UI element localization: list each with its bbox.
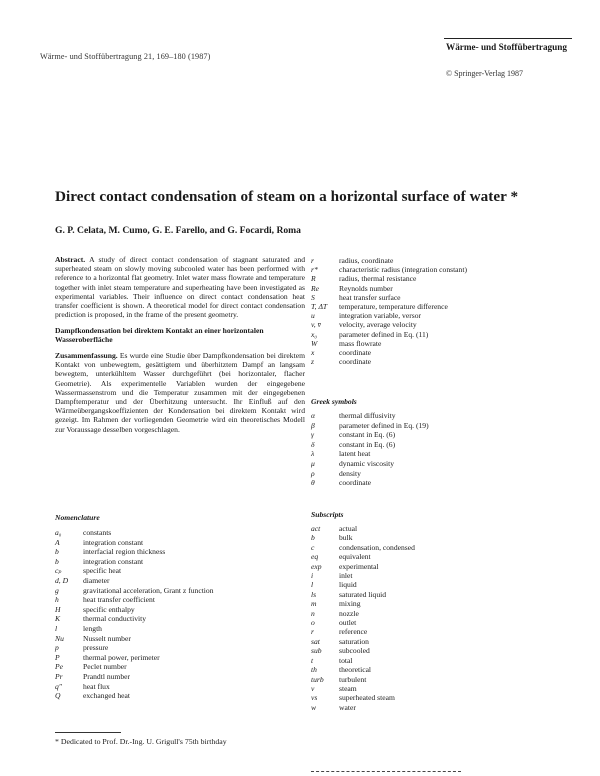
symbol: v, v̄ bbox=[311, 320, 321, 330]
symbol-description: constant in Eq. (6) bbox=[339, 439, 396, 449]
symbol-description: radius, coordinate bbox=[339, 256, 394, 265]
symbol: sub bbox=[311, 646, 322, 656]
symbol-description: experimental bbox=[339, 561, 379, 571]
article-title: Direct contact condensation of steam on a horizontal surface of water * bbox=[55, 188, 519, 205]
symbol-entry bbox=[311, 265, 581, 274]
symbol-entry bbox=[311, 646, 581, 655]
symbol-entry bbox=[311, 571, 581, 580]
symbol-entry bbox=[311, 256, 581, 265]
symbol-description: thermal diffusivity bbox=[339, 411, 396, 420]
symbol-entry bbox=[55, 586, 305, 596]
symbol: λ bbox=[311, 449, 315, 459]
symbol-description: theoretical bbox=[339, 665, 372, 675]
symbol-entry bbox=[311, 693, 581, 702]
symbol-entry bbox=[311, 656, 581, 665]
symbol: ls bbox=[311, 589, 317, 599]
symbol: h bbox=[55, 595, 59, 605]
symbol-description: interfacial region thickness bbox=[83, 547, 166, 557]
symbol: γ bbox=[311, 430, 314, 440]
symbol-entry bbox=[55, 653, 305, 663]
symbol: μ bbox=[311, 458, 315, 468]
symbol: cₚ bbox=[55, 566, 62, 576]
symbol-description: integration variable, versor bbox=[339, 311, 422, 321]
symbol-entry bbox=[311, 637, 581, 646]
symbol: θ bbox=[311, 478, 315, 488]
symbol: Q bbox=[55, 691, 61, 701]
symbol-entry bbox=[311, 524, 581, 533]
symbol: r* bbox=[311, 265, 318, 275]
symbol: m bbox=[311, 599, 317, 609]
symbol-description: velocity, average velocity bbox=[339, 320, 417, 330]
subscripts-list bbox=[311, 524, 581, 712]
symbol-entry bbox=[311, 449, 581, 459]
symbol-entry bbox=[311, 562, 581, 571]
symbol-description: radius, thermal resistance bbox=[339, 274, 417, 284]
symbol: Nu bbox=[55, 633, 64, 643]
symbol: sat bbox=[311, 636, 320, 646]
symbol-description: superheated steam bbox=[339, 693, 395, 703]
symbol-description: temperature, temperature difference bbox=[339, 302, 448, 312]
symbol-entry bbox=[311, 599, 581, 608]
symbol-entry bbox=[311, 543, 581, 552]
symbol-entry bbox=[311, 411, 581, 421]
symbol-entry bbox=[55, 547, 305, 557]
symbol-entry bbox=[311, 284, 581, 293]
symbol-description: turbulent bbox=[339, 674, 367, 684]
nomenclature-list-right bbox=[311, 256, 581, 366]
symbol-entry bbox=[311, 627, 581, 636]
symbol: p bbox=[55, 643, 59, 653]
symbol-description: water bbox=[339, 702, 356, 712]
symbol: S bbox=[311, 292, 315, 302]
journal-name: Wärme- und Stoffübertragung bbox=[446, 42, 567, 52]
symbol-description: dynamic viscosity bbox=[339, 458, 395, 468]
symbol-description: specific heat bbox=[83, 566, 122, 576]
symbol-entry bbox=[55, 662, 305, 672]
symbol-entry bbox=[311, 675, 581, 684]
footnote-rule bbox=[55, 732, 121, 733]
symbol: b bbox=[311, 533, 315, 543]
symbol: W bbox=[311, 338, 318, 348]
symbol-description: actual bbox=[339, 524, 358, 533]
symbol: x bbox=[311, 348, 315, 358]
symbol-entry bbox=[311, 440, 581, 450]
symbol-description: gravitational acceleration, Grant z function bbox=[83, 585, 214, 595]
symbol-entry bbox=[311, 348, 581, 357]
symbol-entry bbox=[311, 533, 581, 542]
symbol: r bbox=[311, 627, 314, 637]
symbol-entry bbox=[55, 528, 305, 538]
symbol: Re bbox=[311, 283, 320, 293]
symbol-entry bbox=[311, 430, 581, 440]
symbol: β bbox=[311, 420, 315, 430]
symbol: P bbox=[55, 652, 60, 662]
copyright-notice: © Springer-Verlag 1987 bbox=[446, 69, 524, 78]
symbol-description: thermal power, perimeter bbox=[83, 652, 160, 662]
symbol-description: Prandtl number bbox=[83, 671, 131, 681]
symbol-entry bbox=[311, 330, 581, 339]
symbol: d, D bbox=[55, 575, 69, 585]
symbol-description: mixing bbox=[339, 599, 361, 609]
zusammenfassung-text: Es wurde eine Studie über Dampfkondensation bei direktem Kontakt von unbewegtem, gesättigtem und überhitztem Dampf an langsam bewegtem, unterkühltem Wasser durchgeführt (bei horizontaler, flacher Geometrie). Als experimentelle Variablen wurden der eingegebene Wassermassenstrom und die Temperatur zusammen mit der eingegebenen Dampftemperatur und der Überhitzung untersucht. Ihr Einfluß auf den Wärmeübergangskoeffizienten der Kondensation bei direktem Kontakt wird gezeigt. Im Rahmen der vorliegenden Geometrie wird ein theoretisches Modell zur Voraussage desselben vorgeschlagen. bbox=[55, 351, 305, 434]
symbol-entry bbox=[55, 624, 305, 634]
symbol-entry bbox=[311, 357, 581, 366]
symbol-description: liquid bbox=[339, 580, 357, 590]
symbol-description: specific enthalpy bbox=[83, 604, 135, 614]
symbol-entry bbox=[311, 609, 581, 618]
symbol-entry bbox=[55, 634, 305, 644]
symbol-entry bbox=[311, 320, 581, 329]
symbol-entry bbox=[311, 684, 581, 693]
symbol-description: Peclet number bbox=[83, 662, 127, 672]
symbol-description: length bbox=[83, 623, 102, 633]
symbol: exp bbox=[311, 561, 322, 571]
symbol: t bbox=[311, 655, 314, 665]
symbol: α bbox=[311, 411, 315, 420]
symbol-description: density bbox=[339, 468, 361, 478]
symbol-description: nozzle bbox=[339, 608, 359, 618]
symbol: l bbox=[55, 623, 58, 633]
zusammenfassung-label: Zusammenfassung. bbox=[55, 351, 118, 360]
symbol: q″ bbox=[55, 681, 62, 691]
symbol: n bbox=[311, 608, 315, 618]
symbol: R bbox=[311, 274, 316, 284]
symbol-entry bbox=[311, 459, 581, 469]
symbol-entry bbox=[55, 682, 305, 692]
symbol: g bbox=[55, 585, 59, 595]
symbol-entry bbox=[311, 580, 581, 589]
symbol: u bbox=[311, 311, 315, 321]
symbol-entry bbox=[311, 469, 581, 479]
symbol-entry bbox=[55, 614, 305, 624]
symbol-description: pressure bbox=[83, 643, 109, 653]
symbol-entry bbox=[55, 595, 305, 605]
symbol: eq bbox=[311, 552, 319, 562]
symbol-description: integration constant bbox=[83, 537, 144, 547]
symbol-entry bbox=[311, 421, 581, 431]
symbol-entry bbox=[311, 590, 581, 599]
symbol-description: outlet bbox=[339, 618, 357, 628]
symbol-description: coordinate bbox=[339, 348, 372, 358]
german-title: Dampfkondensation bei direktem Kontakt an einer horizontalen Wasseroberfläche bbox=[55, 326, 264, 345]
symbol-entry bbox=[55, 557, 305, 567]
symbol-description: condensation, condensed bbox=[339, 542, 415, 552]
nomenclature-list-left bbox=[55, 528, 305, 701]
symbol-description: constants bbox=[83, 528, 112, 537]
symbol: v bbox=[311, 683, 315, 693]
symbol: act bbox=[311, 524, 321, 533]
symbol: th bbox=[311, 665, 317, 675]
symbol-description: saturated liquid bbox=[339, 589, 387, 599]
symbol-description: characteristic radius (integration constant) bbox=[339, 265, 467, 275]
nomenclature-heading: Nomenclature bbox=[55, 513, 100, 522]
symbol: z bbox=[311, 357, 314, 367]
abstract-label: Abstract. bbox=[55, 255, 86, 264]
symbol: Pe bbox=[55, 662, 64, 672]
symbol: c bbox=[311, 542, 315, 552]
symbol-entry bbox=[311, 703, 581, 712]
symbol: ρ bbox=[311, 468, 315, 478]
subscripts-heading: Subscripts bbox=[311, 510, 344, 519]
column-end-rule bbox=[311, 771, 461, 772]
footnote: * Dedicated to Prof. Dr.-Ing. U. Grigull's 75th birthday bbox=[55, 737, 227, 746]
symbol: δ bbox=[311, 439, 315, 449]
symbol-entry bbox=[55, 691, 305, 701]
symbol-description: coordinate bbox=[339, 357, 372, 367]
greek-symbols-heading: Greek symbols bbox=[311, 397, 357, 406]
article-authors: G. P. Celata, M. Cumo, G. E. Farello, and G. Focardi, Roma bbox=[55, 225, 301, 236]
symbol-description: coordinate bbox=[339, 478, 372, 488]
symbol: b bbox=[55, 556, 59, 566]
symbol-entry bbox=[55, 576, 305, 586]
symbol-description: mass flowrate bbox=[339, 338, 382, 348]
symbol-entry bbox=[311, 552, 581, 561]
symbol-description: Reynolds number bbox=[339, 283, 393, 293]
symbol: w bbox=[311, 702, 317, 712]
symbol: turb bbox=[311, 674, 324, 684]
abstract-text: A study of direct contact condensation of stagnant saturated and superheated steam on slowly moving subcooled water has been performed with reference to a horizontal flat geometry. Inlet water mass flowrate and temperature together with inlet steam temperature and superheating have been investigated as experimental variables. Their influence on direct contact condensation heat transfer coefficient is shown. A theoretical model for direct contact condensation prediction is proposed, in the frame of the present geometry. bbox=[55, 255, 306, 320]
journal-citation: Wärme- und Stoffübertragung 21, 169–180 (1987) bbox=[40, 52, 211, 61]
symbol: T, ΔT bbox=[311, 302, 328, 312]
symbol-entry bbox=[311, 478, 581, 488]
symbol: l bbox=[311, 580, 314, 590]
symbol: a₀ bbox=[55, 528, 62, 537]
symbol: A bbox=[55, 537, 60, 547]
symbol-entry bbox=[55, 538, 305, 548]
symbol-entry bbox=[55, 566, 305, 576]
symbol-entry bbox=[311, 274, 581, 283]
symbol-description: exchanged heat bbox=[83, 691, 131, 701]
symbol-entry bbox=[311, 339, 581, 348]
symbol-description: latent heat bbox=[339, 449, 371, 459]
symbol: o bbox=[311, 618, 315, 628]
symbol-description: integration constant bbox=[83, 556, 144, 566]
symbol-description: diameter bbox=[83, 575, 110, 585]
symbol-description: heat transfer coefficient bbox=[83, 595, 155, 605]
symbol-description: saturation bbox=[339, 636, 369, 646]
symbol-entry bbox=[55, 643, 305, 653]
symbol-description: bulk bbox=[339, 533, 353, 543]
symbol-description: parameter defined in Eq. (19) bbox=[339, 420, 429, 430]
symbol-description: inlet bbox=[339, 571, 353, 581]
symbol-description: parameter defined in Eq. (11) bbox=[339, 329, 429, 339]
symbol-description: reference bbox=[339, 627, 368, 637]
symbol-entry bbox=[311, 665, 581, 674]
symbol-entry bbox=[311, 293, 581, 302]
symbol: r bbox=[311, 256, 314, 265]
abstract bbox=[55, 255, 305, 319]
symbol: i bbox=[311, 571, 314, 581]
symbol-entry bbox=[311, 618, 581, 627]
zusammenfassung bbox=[55, 351, 305, 434]
symbol-description: thermal conductivity bbox=[83, 614, 147, 624]
symbol-entry bbox=[55, 605, 305, 615]
publisher-rule bbox=[444, 38, 572, 39]
symbol-description: heat flux bbox=[83, 681, 110, 691]
symbol-entry bbox=[311, 311, 581, 320]
symbol-description: constant in Eq. (6) bbox=[339, 430, 396, 440]
symbol: Pr bbox=[55, 671, 63, 681]
symbol: x₀ bbox=[311, 329, 318, 339]
symbol: K bbox=[55, 614, 61, 624]
symbol-description: total bbox=[339, 655, 353, 665]
symbol: H bbox=[55, 604, 61, 614]
greek-symbols-list bbox=[311, 411, 581, 488]
symbol-description: steam bbox=[339, 683, 357, 693]
symbol-entry bbox=[55, 672, 305, 682]
symbol-description: Nusselt number bbox=[83, 633, 131, 643]
symbol-description: heat transfer surface bbox=[339, 292, 401, 302]
symbol-entry bbox=[311, 302, 581, 311]
symbol-description: equivalent bbox=[339, 552, 371, 562]
symbol: vs bbox=[311, 693, 318, 703]
symbol-description: subcooled bbox=[339, 646, 370, 656]
symbol: b bbox=[55, 547, 59, 557]
